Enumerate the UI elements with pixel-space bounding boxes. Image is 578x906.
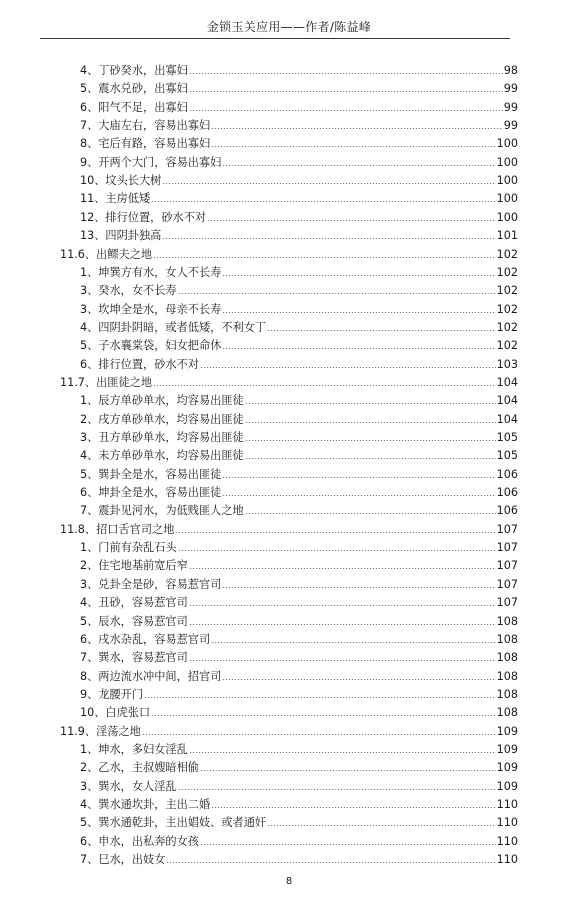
toc-entry[interactable] <box>80 647 518 664</box>
toc-entry-page: 105 <box>496 431 518 444</box>
dot-leader <box>245 403 496 404</box>
toc-entry[interactable] <box>80 97 518 114</box>
toc-entry-page: 107 <box>496 596 518 610</box>
dot-leader <box>189 605 496 606</box>
toc-entry[interactable] <box>80 152 518 169</box>
dot-leader <box>178 550 496 551</box>
toc-entry[interactable] <box>80 280 518 297</box>
toc-entry[interactable] <box>80 335 518 352</box>
toc-section-entry[interactable] <box>60 244 518 261</box>
toc-entry-label: 5、震水兑砂，出寡妇 <box>80 82 188 96</box>
dot-leader <box>151 715 495 716</box>
toc-entry-label: 7、巳水，出妓女 <box>80 853 166 867</box>
toc-entry[interactable] <box>80 482 518 499</box>
toc-entry[interactable] <box>80 409 518 426</box>
toc-entry-label: 3、丑方单砂单水，均容易出匪徒 <box>80 431 244 444</box>
dot-leader <box>144 697 496 698</box>
toc-entry[interactable] <box>80 225 518 242</box>
toc-entry[interactable] <box>80 666 518 683</box>
toc-entry[interactable] <box>80 464 518 481</box>
toc-entry-page: 102 <box>496 265 518 279</box>
toc-entry-page: 100 <box>496 192 518 206</box>
toc-entry[interactable] <box>80 537 518 554</box>
dot-leader <box>222 477 495 478</box>
toc-entry-label: 4、巽水通坎卦，主出二婚 <box>80 798 211 811</box>
toc-entry[interactable] <box>80 390 518 407</box>
toc-entry[interactable] <box>80 445 518 462</box>
dot-leader <box>222 275 495 276</box>
dot-leader <box>245 440 496 441</box>
dot-leader <box>267 330 496 331</box>
dot-leader <box>222 587 495 588</box>
toc-entry-label: 11.7、出匪徒之地 <box>60 375 153 389</box>
header-rule <box>40 38 510 39</box>
toc-entry-page: 100 <box>496 155 518 169</box>
toc-entry-label: 5、子水襄棠袋，妇女把命休 <box>80 339 222 353</box>
toc-entry-page: 99 <box>503 82 518 96</box>
toc-entry-page: 108 <box>496 669 518 683</box>
toc-entry-label: 3、兑卦全是砂，容易惹官司 <box>80 577 222 591</box>
toc-entry-label: 7、大庙左右，容易出寡妇 <box>80 119 211 133</box>
toc-entry-page: 104 <box>496 394 518 408</box>
dot-leader <box>189 73 503 74</box>
dot-leader <box>153 257 496 258</box>
dot-leader <box>267 825 496 826</box>
toc-entry-label: 6、申水，出私奔的女孩 <box>80 834 199 848</box>
dot-leader <box>211 146 495 147</box>
toc-entry-label: 8、宅后有路，容易出寡妇 <box>80 137 211 151</box>
toc-entry-page: 99 <box>503 119 518 133</box>
toc-entry-page: 108 <box>496 632 518 646</box>
toc-entry[interactable] <box>80 427 518 444</box>
toc-entry-label: 10、坟头长大树 <box>80 174 162 188</box>
dot-leader <box>222 165 495 166</box>
toc-entry[interactable] <box>80 60 518 77</box>
toc-entry[interactable] <box>80 574 518 591</box>
toc-entry[interactable] <box>80 757 518 774</box>
toc-entry-page: 99 <box>503 100 518 114</box>
toc-entry-page: 102 <box>496 339 518 353</box>
toc-entry-label: 6、坤卦全是水，容易出匪徒 <box>80 486 222 500</box>
toc-entry-page: 106 <box>496 486 518 500</box>
dot-leader <box>189 752 496 753</box>
toc-entry-label: 11.6、出鳏夫之地 <box>60 247 153 261</box>
toc-entry-label: 1、门前有杂乱石头 <box>80 541 177 555</box>
toc-entry-label: 11.9、淫荡之地 <box>60 724 141 738</box>
toc-entry-label: 1、坤巽方有水，女人不长寿 <box>80 265 222 279</box>
toc-entry[interactable] <box>80 739 518 756</box>
toc-entry[interactable] <box>80 170 518 187</box>
dot-leader <box>189 110 503 111</box>
toc-entry-page: 102 <box>496 247 518 261</box>
toc-entry-page: 102 <box>496 320 518 334</box>
toc-entry[interactable] <box>80 555 518 572</box>
toc-entry-label: 12、排行位置，砂水不对 <box>80 210 207 224</box>
toc-entry-label: 3、癸水，女不长寿 <box>80 284 177 298</box>
toc-entry[interactable] <box>80 684 518 701</box>
dot-leader <box>207 220 496 221</box>
toc-entry-label: 11.8、招口舌官司之地 <box>60 522 175 536</box>
dot-leader <box>189 91 503 92</box>
toc-entry-page: 104 <box>496 412 518 426</box>
toc-entry-page: 108 <box>496 687 518 701</box>
toc-entry[interactable] <box>80 133 518 150</box>
toc-entry-page: 105 <box>496 449 518 463</box>
dot-leader <box>189 660 496 661</box>
dot-leader <box>142 734 496 735</box>
toc-entry-page: 107 <box>496 577 518 591</box>
toc-entry-page: 108 <box>496 651 518 665</box>
toc-entry-page: 103 <box>496 357 518 371</box>
toc-entry-label: 4、丁砂癸水，出寡妇 <box>80 64 188 77</box>
toc-entry[interactable] <box>80 849 518 866</box>
dot-leader <box>178 789 496 790</box>
toc-entry-label: 6、戌水杂乱，容易惹官司 <box>80 632 211 646</box>
toc-entry-page: 106 <box>496 467 518 481</box>
toc-entry-page: 109 <box>496 779 518 793</box>
dot-leader <box>189 568 496 569</box>
toc-entry-page: 109 <box>496 742 518 756</box>
dot-leader <box>245 513 496 514</box>
toc-entry-page: 110 <box>496 853 518 867</box>
toc-entry-page: 107 <box>496 541 518 555</box>
toc-entry[interactable] <box>80 188 518 205</box>
toc-entry-page: 110 <box>496 798 518 811</box>
toc-entry-label: 4、丑砂，容易惹官司 <box>80 596 188 610</box>
toc-entry-page: 109 <box>496 724 518 738</box>
toc-entry-page: 108 <box>496 706 518 720</box>
toc-entry[interactable] <box>80 207 518 224</box>
toc-entry[interactable] <box>80 592 518 609</box>
toc-entry-label: 8、两边流水冲中间，招官司 <box>80 669 222 683</box>
toc-entry-label: 4、四阴卦阴暗，或者低矮，不利女丁 <box>80 320 267 334</box>
toc-entry-label: 2、戌方单砂单水，均容易出匪徒 <box>80 412 244 426</box>
toc-entry-page: 107 <box>496 559 518 573</box>
toc-section-entry[interactable] <box>60 721 518 738</box>
toc-entry-label: 9、龙腰开门 <box>80 687 144 701</box>
toc-entry-label: 1、坤水，多妇女淫乱 <box>80 742 188 756</box>
page-number: 8 <box>285 876 293 887</box>
toc-entry-label: 7、巽水，容易惹官司 <box>80 651 188 665</box>
toc-entry-label: 6、排行位置，砂水不对 <box>80 357 199 371</box>
dot-leader <box>245 422 496 423</box>
toc-entry-page: 100 <box>496 174 518 188</box>
toc-entry[interactable] <box>80 115 518 132</box>
dot-leader <box>245 458 496 459</box>
toc-entry[interactable] <box>80 776 518 793</box>
toc-entry-label: 4、未方单砂单水，均容易出匪徒 <box>80 449 244 463</box>
toc-entry-label: 1、辰方单砂单水，均容易出匪徒 <box>80 394 244 408</box>
toc-entry-page: 100 <box>496 210 518 224</box>
toc-entry[interactable] <box>80 831 518 848</box>
dot-leader <box>175 532 495 533</box>
toc-entry-label: 2、住宅地基前宽后窄 <box>80 559 188 573</box>
dot-leader <box>151 201 495 202</box>
toc-entry-label: 10、白虎张口 <box>80 706 151 720</box>
dot-leader <box>222 495 495 496</box>
toc-entry[interactable] <box>80 812 518 829</box>
toc-entry-page: 108 <box>496 614 518 628</box>
toc-entry[interactable] <box>80 629 518 646</box>
toc-entry-page: 104 <box>496 375 518 389</box>
toc-entry-label: 6、阳气不足，出寡妇 <box>80 100 188 114</box>
toc-section-entry[interactable] <box>60 519 518 536</box>
toc-entry-page: 107 <box>496 522 518 536</box>
toc-entry-page: 102 <box>496 302 518 316</box>
dot-leader <box>166 862 495 863</box>
toc-entry-page: 109 <box>496 761 518 775</box>
toc-entry-page: 100 <box>496 137 518 151</box>
toc-entry-page: 102 <box>496 284 518 298</box>
toc-entry-label: 13、四阴卦独高 <box>80 229 162 243</box>
dot-leader <box>162 238 495 239</box>
dot-leader <box>211 807 495 808</box>
toc-entry-page: 101 <box>496 229 518 243</box>
toc-entry-page: 98 <box>503 64 518 77</box>
dot-leader <box>162 183 495 184</box>
toc-entry-label: 3、坎坤全是水，母亲不长寿 <box>80 302 222 316</box>
dot-leader <box>222 348 495 349</box>
toc-entry-label: 11、主房低矮 <box>80 192 151 206</box>
dot-leader <box>211 642 495 643</box>
toc-entry-label: 3、巽水，女人淫乱 <box>80 779 177 793</box>
toc-entry[interactable] <box>80 702 518 719</box>
toc-entry[interactable] <box>80 78 518 95</box>
toc-entry-label: 5、巽卦全是水，容易出匪徒 <box>80 467 222 481</box>
toc-entry-page: 106 <box>496 504 518 518</box>
toc-entry[interactable] <box>80 794 518 811</box>
dot-leader <box>200 844 496 845</box>
dot-leader <box>222 679 495 680</box>
toc-entry-page: 110 <box>496 816 518 830</box>
dot-leader <box>222 312 495 313</box>
dot-leader <box>211 128 503 129</box>
toc-entry[interactable] <box>80 500 518 517</box>
toc-entry[interactable] <box>80 317 518 334</box>
toc-entry[interactable] <box>80 299 518 316</box>
toc-entry-label: 5、辰水，容易惹官司 <box>80 614 188 628</box>
toc-entry-label: 5、巽水通乾卦，主出娼妓、或者通奸 <box>80 816 267 830</box>
dot-leader <box>153 385 496 386</box>
page-header: 金锁玉关应用——作者/陈益峰 <box>206 20 372 34</box>
toc-entry-label: 7、震卦见河水，为低贱匪人之地 <box>80 504 244 518</box>
toc-entry-label: 2、乙水，主叔嫂暗相偷 <box>80 761 199 775</box>
dot-leader <box>200 770 496 771</box>
dot-leader <box>178 293 496 294</box>
toc-entry-label: 9、开两个大门，容易出寡妇 <box>80 155 222 169</box>
toc-entry[interactable] <box>80 354 518 371</box>
dot-leader <box>200 367 496 368</box>
toc-section-entry[interactable] <box>60 372 518 389</box>
dot-leader <box>189 624 496 625</box>
toc-entry[interactable] <box>80 611 518 628</box>
toc-entry[interactable] <box>80 262 518 279</box>
toc-entry-page: 110 <box>496 834 518 848</box>
